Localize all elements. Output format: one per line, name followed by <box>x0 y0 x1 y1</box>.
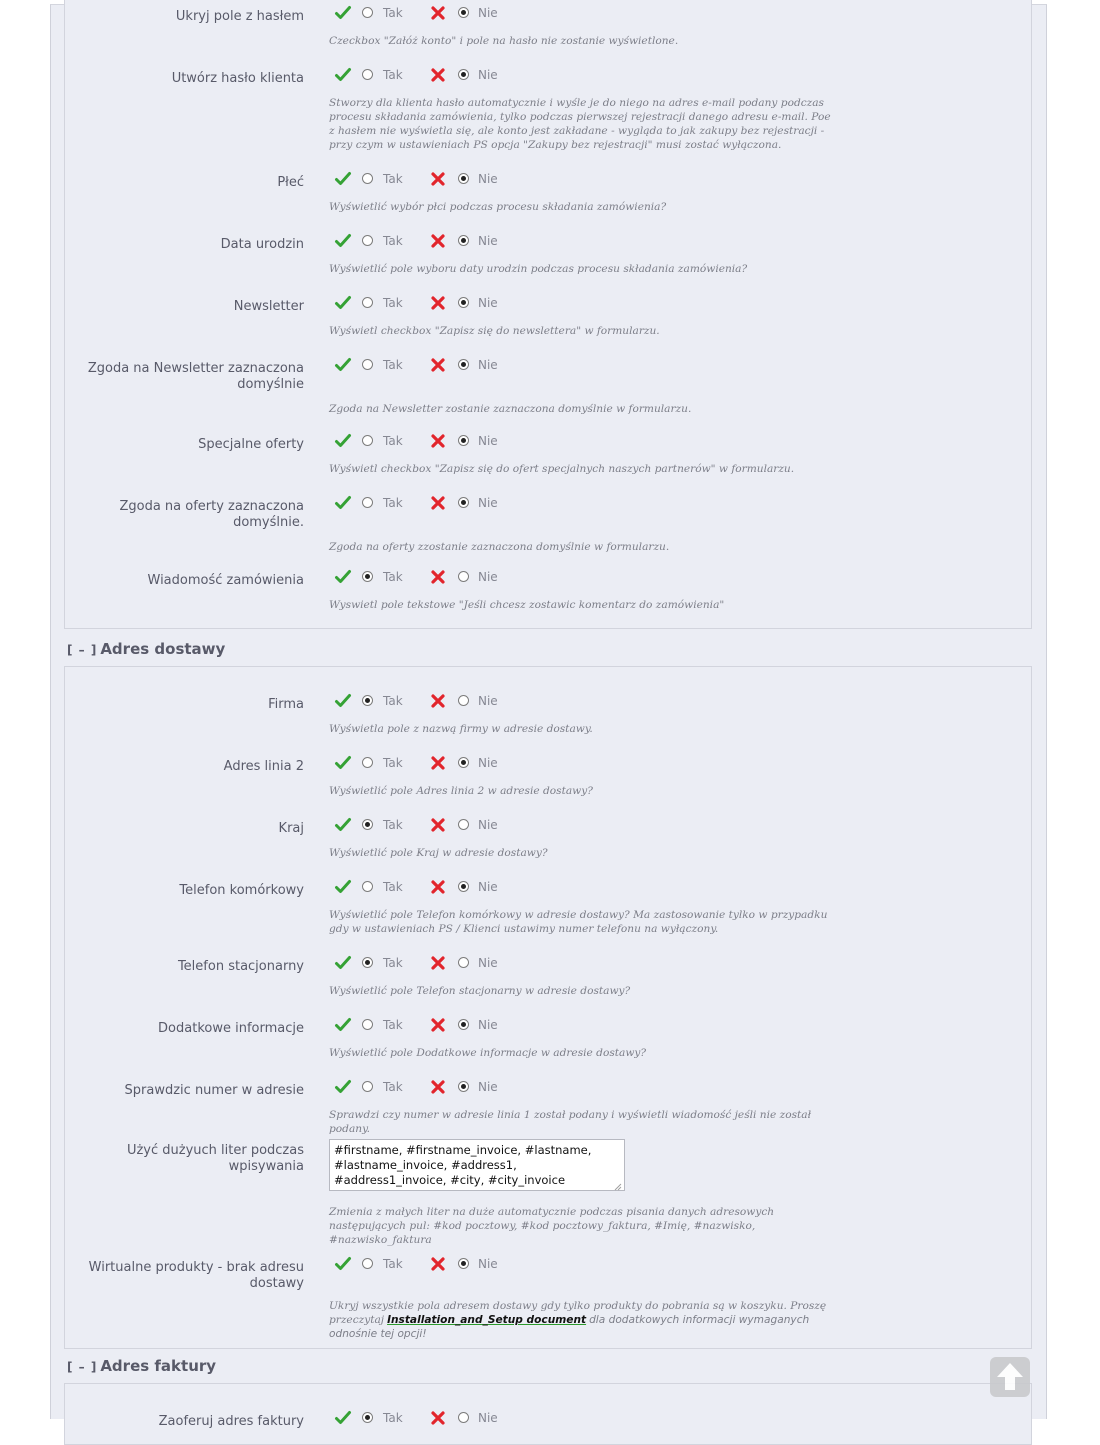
setting-description: Wyświetl checkbox "Zapisz się do ofert specjalnych naszych partnerów" w formularzu. <box>329 463 795 475</box>
radio-yes[interactable] <box>362 881 373 892</box>
setting-description: Wyswietl pole tekstowe "Jeśli chcesz zostawic komentarz do zamówienia" <box>329 599 725 611</box>
radio-yes-label: Tak <box>383 756 403 770</box>
setting-description: Wyświetl checkbox "Zapisz się do newslettera" w formularzu. <box>329 325 660 337</box>
cross-icon <box>430 495 446 511</box>
radio-no-label: Nie <box>478 296 498 310</box>
arrow-up-icon <box>990 1357 1030 1397</box>
check-icon <box>335 357 351 373</box>
yes-no-radio-group <box>335 755 515 775</box>
radio-no[interactable] <box>458 235 469 246</box>
setting-label: Zgoda na Newsletter zaznaczona domyślnie <box>87 361 304 392</box>
radio-no-label: Nie <box>478 1411 498 1425</box>
cross-icon <box>430 433 446 449</box>
setting-description: Wyświetlić pole Adres linia 2 w adresie dostawy? <box>329 785 593 797</box>
setting-label: Adres linia 2 <box>223 759 304 774</box>
radio-no[interactable] <box>458 497 469 508</box>
check-icon <box>335 1079 351 1095</box>
setting-label: Telefon komórkowy <box>179 883 304 898</box>
radio-no-label: Nie <box>478 434 498 448</box>
check-icon <box>335 433 351 449</box>
cross-icon <box>430 1017 446 1033</box>
setting-label: Newsletter <box>233 299 304 314</box>
collapse-toggle[interactable]: [ – ] <box>67 1360 98 1374</box>
check-icon <box>335 817 351 833</box>
radio-yes-label: Tak <box>383 880 403 894</box>
setting-label: Firma <box>268 697 304 712</box>
radio-yes[interactable] <box>362 1258 373 1269</box>
radio-no[interactable] <box>458 881 469 892</box>
setting-description: Wyświetlić pole Telefon komórkowy w adresie dostawy? Ma zastosowanie tylko w przypadku gdy w ustawieniach PS / Klienci ustawimy numer telefonu na wyłączony. <box>329 909 828 935</box>
radio-yes-label: Tak <box>383 956 403 970</box>
setting-description: Czeckbox "Załóż konto" i pole na hasło nie zostanie wyświetlone. <box>329 35 679 47</box>
cross-icon <box>430 295 446 311</box>
setting-description: Sprawdzi czy numer w adresie linia 1 został podany i wyświetli wiadomość jeśli nie został podany. <box>329 1109 812 1135</box>
yes-no-radio-group <box>335 569 515 589</box>
check-icon <box>335 693 351 709</box>
radio-yes[interactable] <box>362 435 373 446</box>
cross-icon <box>430 693 446 709</box>
radio-no[interactable] <box>458 1081 469 1092</box>
radio-yes[interactable] <box>362 1019 373 1030</box>
cross-icon <box>430 1079 446 1095</box>
setting-description: Wyświetla pole z nazwą firmy w adresie dostawy. <box>329 723 593 735</box>
setting-label: Użyć dużyuch liter podczas wpisywania <box>126 1143 304 1174</box>
fieldset-invoice-address <box>64 1383 1032 1445</box>
radio-no[interactable] <box>458 1258 469 1269</box>
setting-label: Ukryj pole z hasłem <box>175 9 304 24</box>
cross-icon <box>430 67 446 83</box>
yes-no-radio-group <box>335 295 515 315</box>
setting-description <box>329 1299 834 1341</box>
check-icon <box>335 755 351 771</box>
cross-icon <box>430 1410 446 1426</box>
yes-no-radio-group <box>335 817 515 837</box>
radio-no-label: Nie <box>478 172 498 186</box>
yes-no-radio-group <box>335 1079 515 1099</box>
radio-no[interactable] <box>458 757 469 768</box>
cross-icon <box>430 5 446 21</box>
radio-no-label: Nie <box>478 880 498 894</box>
cross-icon <box>430 569 446 585</box>
setting-description: Zmienia z małych liter na duże automatycznie podczas pisania danych adresowych następujących pul: #kod pocztowy, #kod pocztowy_faktura, #Imię, #nazwisko, #nazwisko_faktura <box>329 1206 775 1246</box>
radio-no-label: Nie <box>478 956 498 970</box>
cross-icon <box>430 755 446 771</box>
yes-no-radio-group <box>335 1410 515 1430</box>
radio-no[interactable] <box>458 1412 469 1423</box>
description-text: dla dodatkowych informacji wymaganych odnośnie tej opcji! <box>329 1314 810 1340</box>
radio-yes[interactable] <box>362 695 373 706</box>
setting-label: Zaoferuj adres faktury <box>158 1414 304 1429</box>
cross-icon <box>430 1256 446 1272</box>
cross-icon <box>430 955 446 971</box>
setting-label: Płeć <box>277 175 304 190</box>
radio-yes-label: Tak <box>383 234 403 248</box>
radio-no-label: Nie <box>478 756 498 770</box>
radio-no[interactable] <box>458 819 469 830</box>
resize-grip-icon[interactable] <box>614 1180 622 1188</box>
radio-yes[interactable] <box>362 757 373 768</box>
legend-invoice-address <box>67 1357 216 1375</box>
radio-yes-label: Tak <box>383 1018 403 1032</box>
fieldset-delivery-address <box>64 666 1032 1349</box>
setting-description: Zgoda na Newsletter zostanie zaznaczona domyślnie w formularzu. <box>329 403 692 415</box>
radio-yes[interactable] <box>362 571 373 582</box>
section-title: Adres dostawy <box>100 640 226 658</box>
setting-description: Stworzy dla klienta hasło automatycznie i wyśle je do niego na adres e-mail podany podczas procesu składania zamówienia, tylko podczas pierwszej rejestracji danego adresu e-mail. Poe z hasłem nie wyświetla się, ale konto jest zakładane - wygląda to jak zakupy bez rejestracji - przy czym w ustawieniach PS opcja "Zakupy bez rejestracji" musi zostać wyłączona. <box>329 97 831 151</box>
radio-yes[interactable] <box>362 497 373 508</box>
radio-yes-label: Tak <box>383 358 403 372</box>
radio-yes[interactable] <box>362 1081 373 1092</box>
yes-no-radio-group <box>335 1256 515 1276</box>
yes-no-radio-group <box>335 955 515 975</box>
radio-no[interactable] <box>458 695 469 706</box>
radio-no-label: Nie <box>478 6 498 20</box>
radio-no-label: Nie <box>478 818 498 832</box>
radio-yes[interactable] <box>362 1412 373 1423</box>
radio-no[interactable] <box>458 957 469 968</box>
setting-label: Sprawdzic numer w adresie <box>124 1083 304 1098</box>
radio-yes-label: Tak <box>383 68 403 82</box>
radio-no-label: Nie <box>478 358 498 372</box>
setting-label: Data urodzin <box>220 237 304 252</box>
radio-no-label: Nie <box>478 1257 498 1271</box>
check-icon <box>335 1256 351 1272</box>
radio-yes-label: Tak <box>383 6 403 20</box>
radio-yes-label: Tak <box>383 1257 403 1271</box>
radio-no[interactable] <box>458 297 469 308</box>
check-icon <box>335 171 351 187</box>
radio-yes[interactable] <box>362 69 373 80</box>
setting-description: Wyświetlić pole Telefon stacjonarny w adresie dostawy? <box>329 985 631 997</box>
radio-yes-label: Tak <box>383 570 403 584</box>
settings-page <box>50 4 1047 1429</box>
radio-yes-label: Tak <box>383 296 403 310</box>
setting-label: Telefon stacjonarny <box>177 959 304 974</box>
setting-description: Wyświetlić pole wyboru daty urodzin podczas procesu składania zamówienia? <box>329 263 748 275</box>
radio-yes[interactable] <box>362 819 373 830</box>
setting-label: Kraj <box>278 821 304 836</box>
radio-no[interactable] <box>458 173 469 184</box>
check-icon <box>335 5 351 21</box>
radio-no-label: Nie <box>478 496 498 510</box>
setting-label: Specjalne oferty <box>198 437 304 452</box>
cross-icon <box>430 171 446 187</box>
legend-delivery-address <box>67 640 225 658</box>
yes-no-radio-group <box>335 693 515 713</box>
yes-no-radio-group <box>335 357 515 377</box>
setting-label: Zgoda na oferty zaznaczona domyślnie. <box>119 499 304 530</box>
radio-no-label: Nie <box>478 68 498 82</box>
radio-yes[interactable] <box>362 359 373 370</box>
radio-yes-label: Tak <box>383 1411 403 1425</box>
setting-description: Wyświetlić pole Dodatkowe informacje w adresie dostawy? <box>329 1047 647 1059</box>
radio-yes-label: Tak <box>383 172 403 186</box>
section-title: Adres faktury <box>100 1357 217 1375</box>
yes-no-radio-group <box>335 171 515 191</box>
setting-label: Wirtualne produkty - brak adresu dostawy <box>88 1260 304 1291</box>
radio-no[interactable] <box>458 7 469 18</box>
radio-yes-label: Tak <box>383 1080 403 1094</box>
radio-no-label: Nie <box>478 234 498 248</box>
check-icon <box>335 569 351 585</box>
radio-yes-label: Tak <box>383 434 403 448</box>
radio-yes[interactable] <box>362 297 373 308</box>
collapse-toggle[interactable]: [ – ] <box>67 643 98 657</box>
yes-no-radio-group <box>335 433 515 453</box>
setting-label: Dodatkowe informacje <box>158 1021 304 1036</box>
radio-no-label: Nie <box>478 570 498 584</box>
check-icon <box>335 233 351 249</box>
textarea-value: #firstname, #firstname_invoice, #lastname, #lastname_invoice, #address1, #address1_invoice, #city, #city_invoice <box>334 1143 592 1187</box>
setup-document-link[interactable]: Installation_and_Setup document <box>387 1314 587 1326</box>
fieldset-customer-options <box>64 0 1032 629</box>
yes-no-radio-group <box>335 1017 515 1037</box>
radio-yes[interactable] <box>362 957 373 968</box>
radio-no-label: Nie <box>478 1018 498 1032</box>
capitalize-fields-textarea[interactable] <box>329 1139 625 1191</box>
radio-no[interactable] <box>458 69 469 80</box>
check-icon <box>335 295 351 311</box>
radio-no-label: Nie <box>478 694 498 708</box>
yes-no-radio-group <box>335 233 515 253</box>
radio-no[interactable] <box>458 359 469 370</box>
check-icon <box>335 955 351 971</box>
setting-description: Wyświetlić wybór płci podczas procesu składania zamówienia? <box>329 201 667 213</box>
radio-yes[interactable] <box>362 7 373 18</box>
setting-description: Wyświetlić pole Kraj w adresie dostawy? <box>329 847 548 859</box>
cross-icon <box>430 357 446 373</box>
check-icon <box>335 1410 351 1426</box>
radio-yes[interactable] <box>362 173 373 184</box>
check-icon <box>335 495 351 511</box>
radio-no[interactable] <box>458 571 469 582</box>
radio-no-label: Nie <box>478 1080 498 1094</box>
check-icon <box>335 879 351 895</box>
cross-icon <box>430 879 446 895</box>
cross-icon <box>430 817 446 833</box>
yes-no-radio-group <box>335 879 515 899</box>
radio-yes-label: Tak <box>383 496 403 510</box>
cross-icon <box>430 233 446 249</box>
yes-no-radio-group <box>335 67 515 87</box>
check-icon <box>335 1017 351 1033</box>
setting-description: Zgoda na oferty zzostanie zaznaczona domyślnie w formularzu. <box>329 541 670 553</box>
description-text: Ukryj wszystkie pola adresem dostawy gdy tylko produkty do pobrania są w koszyku. Proszę przeczytaj <box>329 1300 827 1326</box>
yes-no-radio-group <box>335 5 515 25</box>
radio-no[interactable] <box>458 435 469 446</box>
setting-label: Utwórz hasło klienta <box>171 71 304 86</box>
setting-label: Wiadomość zamówienia <box>147 573 304 588</box>
radio-yes-label: Tak <box>383 818 403 832</box>
check-icon <box>335 67 351 83</box>
radio-yes[interactable] <box>362 235 373 246</box>
yes-no-radio-group <box>335 495 515 515</box>
scroll-top-button[interactable] <box>990 1357 1030 1397</box>
radio-yes-label: Tak <box>383 694 403 708</box>
radio-no[interactable] <box>458 1019 469 1030</box>
